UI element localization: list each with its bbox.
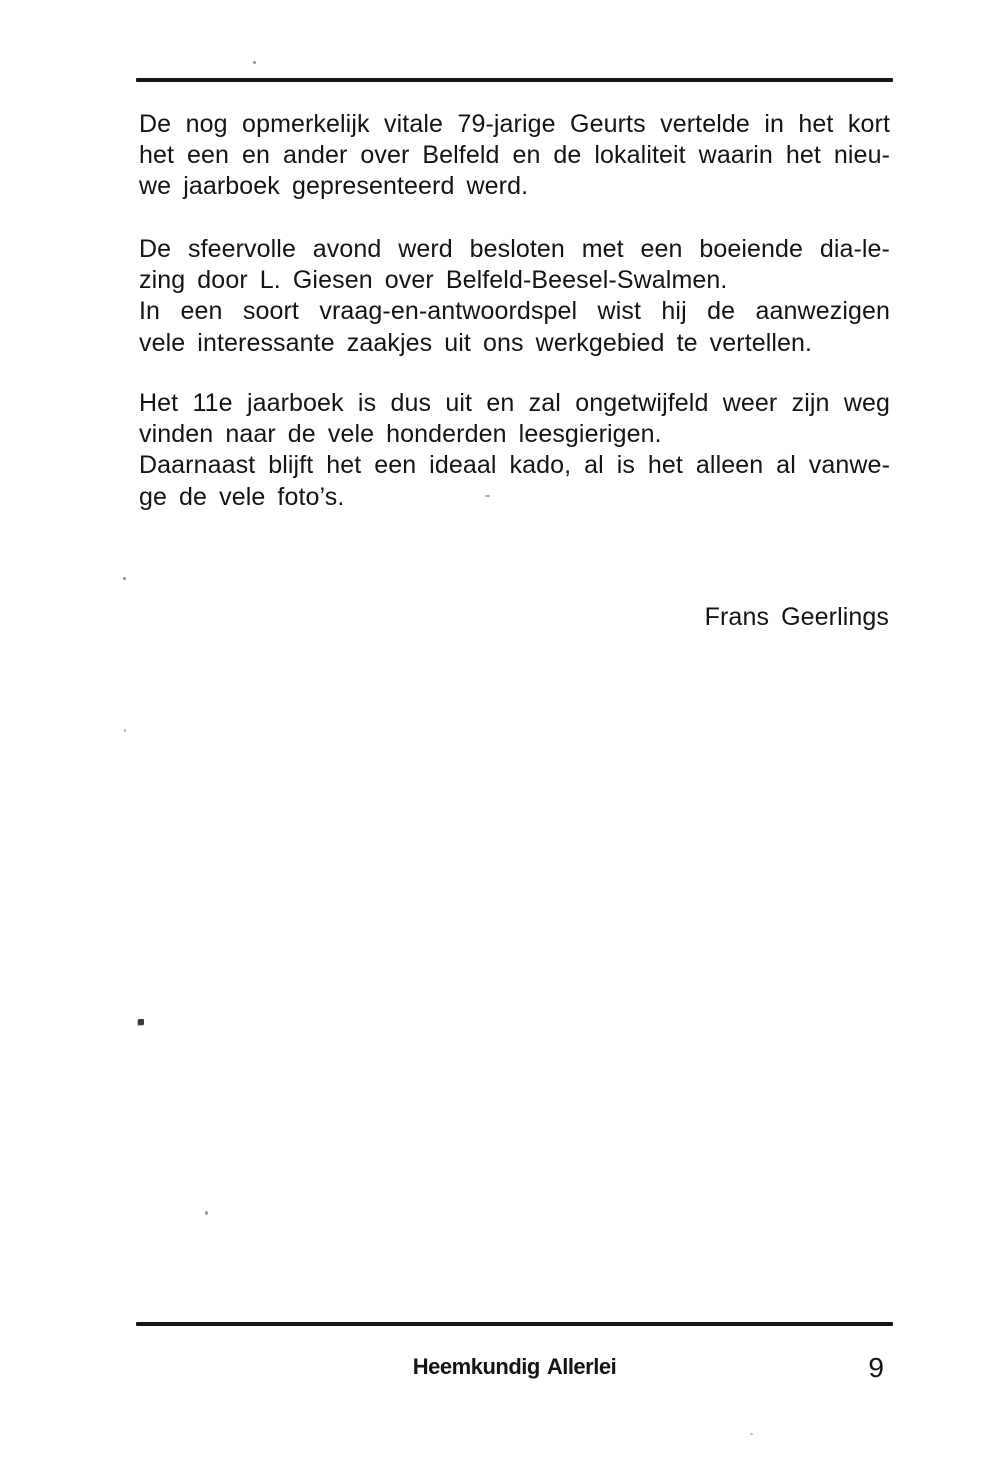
text-line: De nog opmerkelijk vitale 79-jarige Geurts vertelde in het kort [139, 110, 890, 138]
text-line: we jaarboek gepresenteerd werd. [139, 172, 529, 201]
scan-speck [124, 729, 126, 732]
text-line: vele interessante zaakjes uit ons werkgebied te vertellen. [139, 328, 813, 357]
paragraph-3 [139, 388, 890, 513]
text-line: het een en ander over Belfeld en de lokaliteit waarin het nieu- [139, 141, 890, 170]
scan-speck [485, 495, 490, 497]
paragraph-1 [139, 109, 890, 203]
top-rule [136, 78, 893, 82]
scan-speck [205, 1211, 208, 1215]
text-line: ge de vele foto’s. [139, 482, 345, 511]
text-line: In een soort vraag-en-antwoordspel wist hij de aanwezigen [139, 297, 890, 326]
footer-journal-title: Heemkundig Allerlei [412, 1354, 617, 1379]
scan-speck [750, 1433, 753, 1435]
signature: Frans Geerlings [704, 603, 889, 631]
text-line: zing door L. Giesen over Belfeld-Beesel-Swalmen. [139, 266, 728, 295]
text-line: vinden naar de vele honderden leesgierigen. [139, 420, 662, 449]
page-number: 9 [868, 1352, 884, 1383]
scan-speck [253, 61, 256, 64]
bottom-rule [136, 1322, 893, 1326]
scan-speck [123, 577, 126, 580]
paragraph-2 [139, 234, 890, 359]
text-line: Het 11e jaarboek is dus uit en zal ongetwijfeld weer zijn weg [139, 389, 890, 417]
scan-speck [138, 1019, 144, 1025]
text-line: De sfeervolle avond werd besloten met een boeiende dia-le- [139, 235, 890, 263]
text-line: Daarnaast blijft het een ideaal kado, al is het alleen al vanwe- [139, 451, 890, 480]
